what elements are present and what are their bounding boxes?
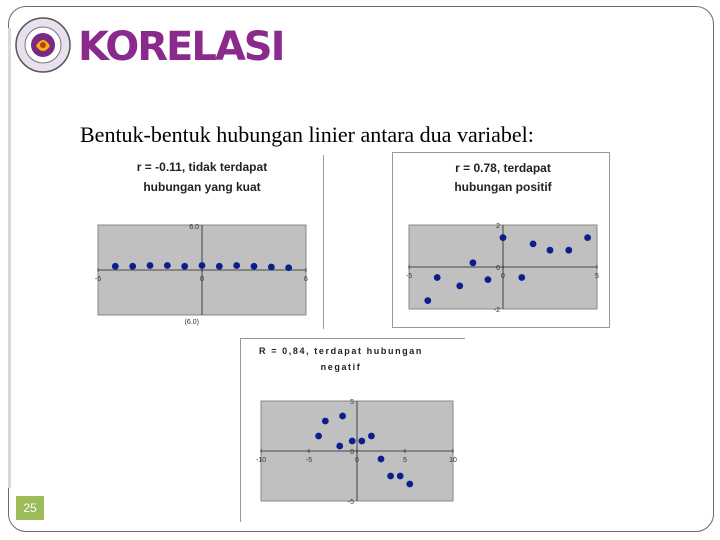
data-point (129, 263, 136, 270)
left-accent-bar (8, 28, 11, 488)
x-tick-label: -5 (405, 273, 413, 280)
slide-title: KORELASI (78, 24, 284, 70)
data-point (349, 438, 356, 445)
data-point (434, 274, 441, 281)
data-point (251, 263, 258, 270)
data-point (530, 241, 537, 248)
chart-title-line: r = -0.11, tidak terdapat (136, 160, 268, 174)
chart-title-line: hubungan positif (454, 180, 552, 194)
chart-title-line: negatif (320, 362, 362, 372)
data-point (336, 443, 343, 450)
y-tick-label: 5 (350, 399, 354, 406)
data-point (268, 264, 275, 271)
data-point (456, 283, 463, 290)
chart-title-line: hubungan yang kuat (143, 180, 261, 194)
x-tick-label: 10 (449, 457, 457, 464)
data-point (424, 297, 431, 304)
data-point (199, 262, 206, 269)
data-point (565, 247, 572, 254)
chart-positive-correlation (392, 152, 610, 328)
data-point (164, 262, 171, 269)
x-tick-label: 6 (304, 276, 308, 283)
x-tick-label: -5 (305, 457, 313, 464)
data-point (285, 264, 292, 271)
data-point (387, 473, 394, 480)
data-point (584, 234, 591, 241)
data-point (315, 433, 322, 440)
y-tick-label: -5 (347, 499, 354, 506)
x-tick-label: 5 (403, 457, 407, 464)
chart-title-line: r = 0.78, terdapat (455, 161, 551, 175)
x-tick-label: 0 (501, 273, 505, 280)
data-point (397, 473, 404, 480)
x-tick-label: 0 (355, 457, 359, 464)
data-point (339, 413, 346, 420)
scatter-chart-2 (393, 153, 611, 329)
data-point (547, 247, 554, 254)
data-point (485, 276, 492, 283)
data-point (112, 263, 119, 270)
data-point (233, 262, 240, 269)
data-point (406, 481, 413, 488)
data-point (368, 433, 375, 440)
data-point (216, 263, 223, 270)
slide-subtitle: Bentuk-bentuk hubungan linier antara dua variabel: (80, 122, 534, 147)
chart-negative-correlation (240, 338, 465, 522)
university-logo (14, 16, 72, 74)
y-tick-label: 0 (350, 449, 354, 456)
x-tick-label: 5 (595, 273, 599, 280)
x-tick-label: -6 (94, 276, 102, 283)
data-point (322, 418, 329, 425)
x-tick-label: 0 (200, 276, 204, 283)
x-tick-label: -10 (255, 457, 267, 464)
chart-title-line: R = 0,84, terdapat hubungan (259, 346, 423, 356)
data-point (358, 438, 365, 445)
page-number-badge: 25 (16, 496, 44, 520)
y-tick-label: (6.0) (184, 319, 199, 326)
y-tick-label: 2 (496, 223, 500, 230)
data-point (181, 263, 188, 270)
data-point (500, 234, 507, 241)
data-point (147, 262, 154, 269)
y-tick-label: -2 (493, 307, 500, 314)
data-point (470, 259, 477, 266)
y-tick-label: 6.0 (189, 224, 199, 231)
scatter-chart-1 (80, 155, 324, 329)
y-tick-label: 0 (496, 265, 500, 272)
data-point (378, 456, 385, 463)
scatter-chart-3 (241, 339, 466, 523)
data-point (518, 274, 525, 281)
chart-no-correlation (80, 155, 324, 329)
